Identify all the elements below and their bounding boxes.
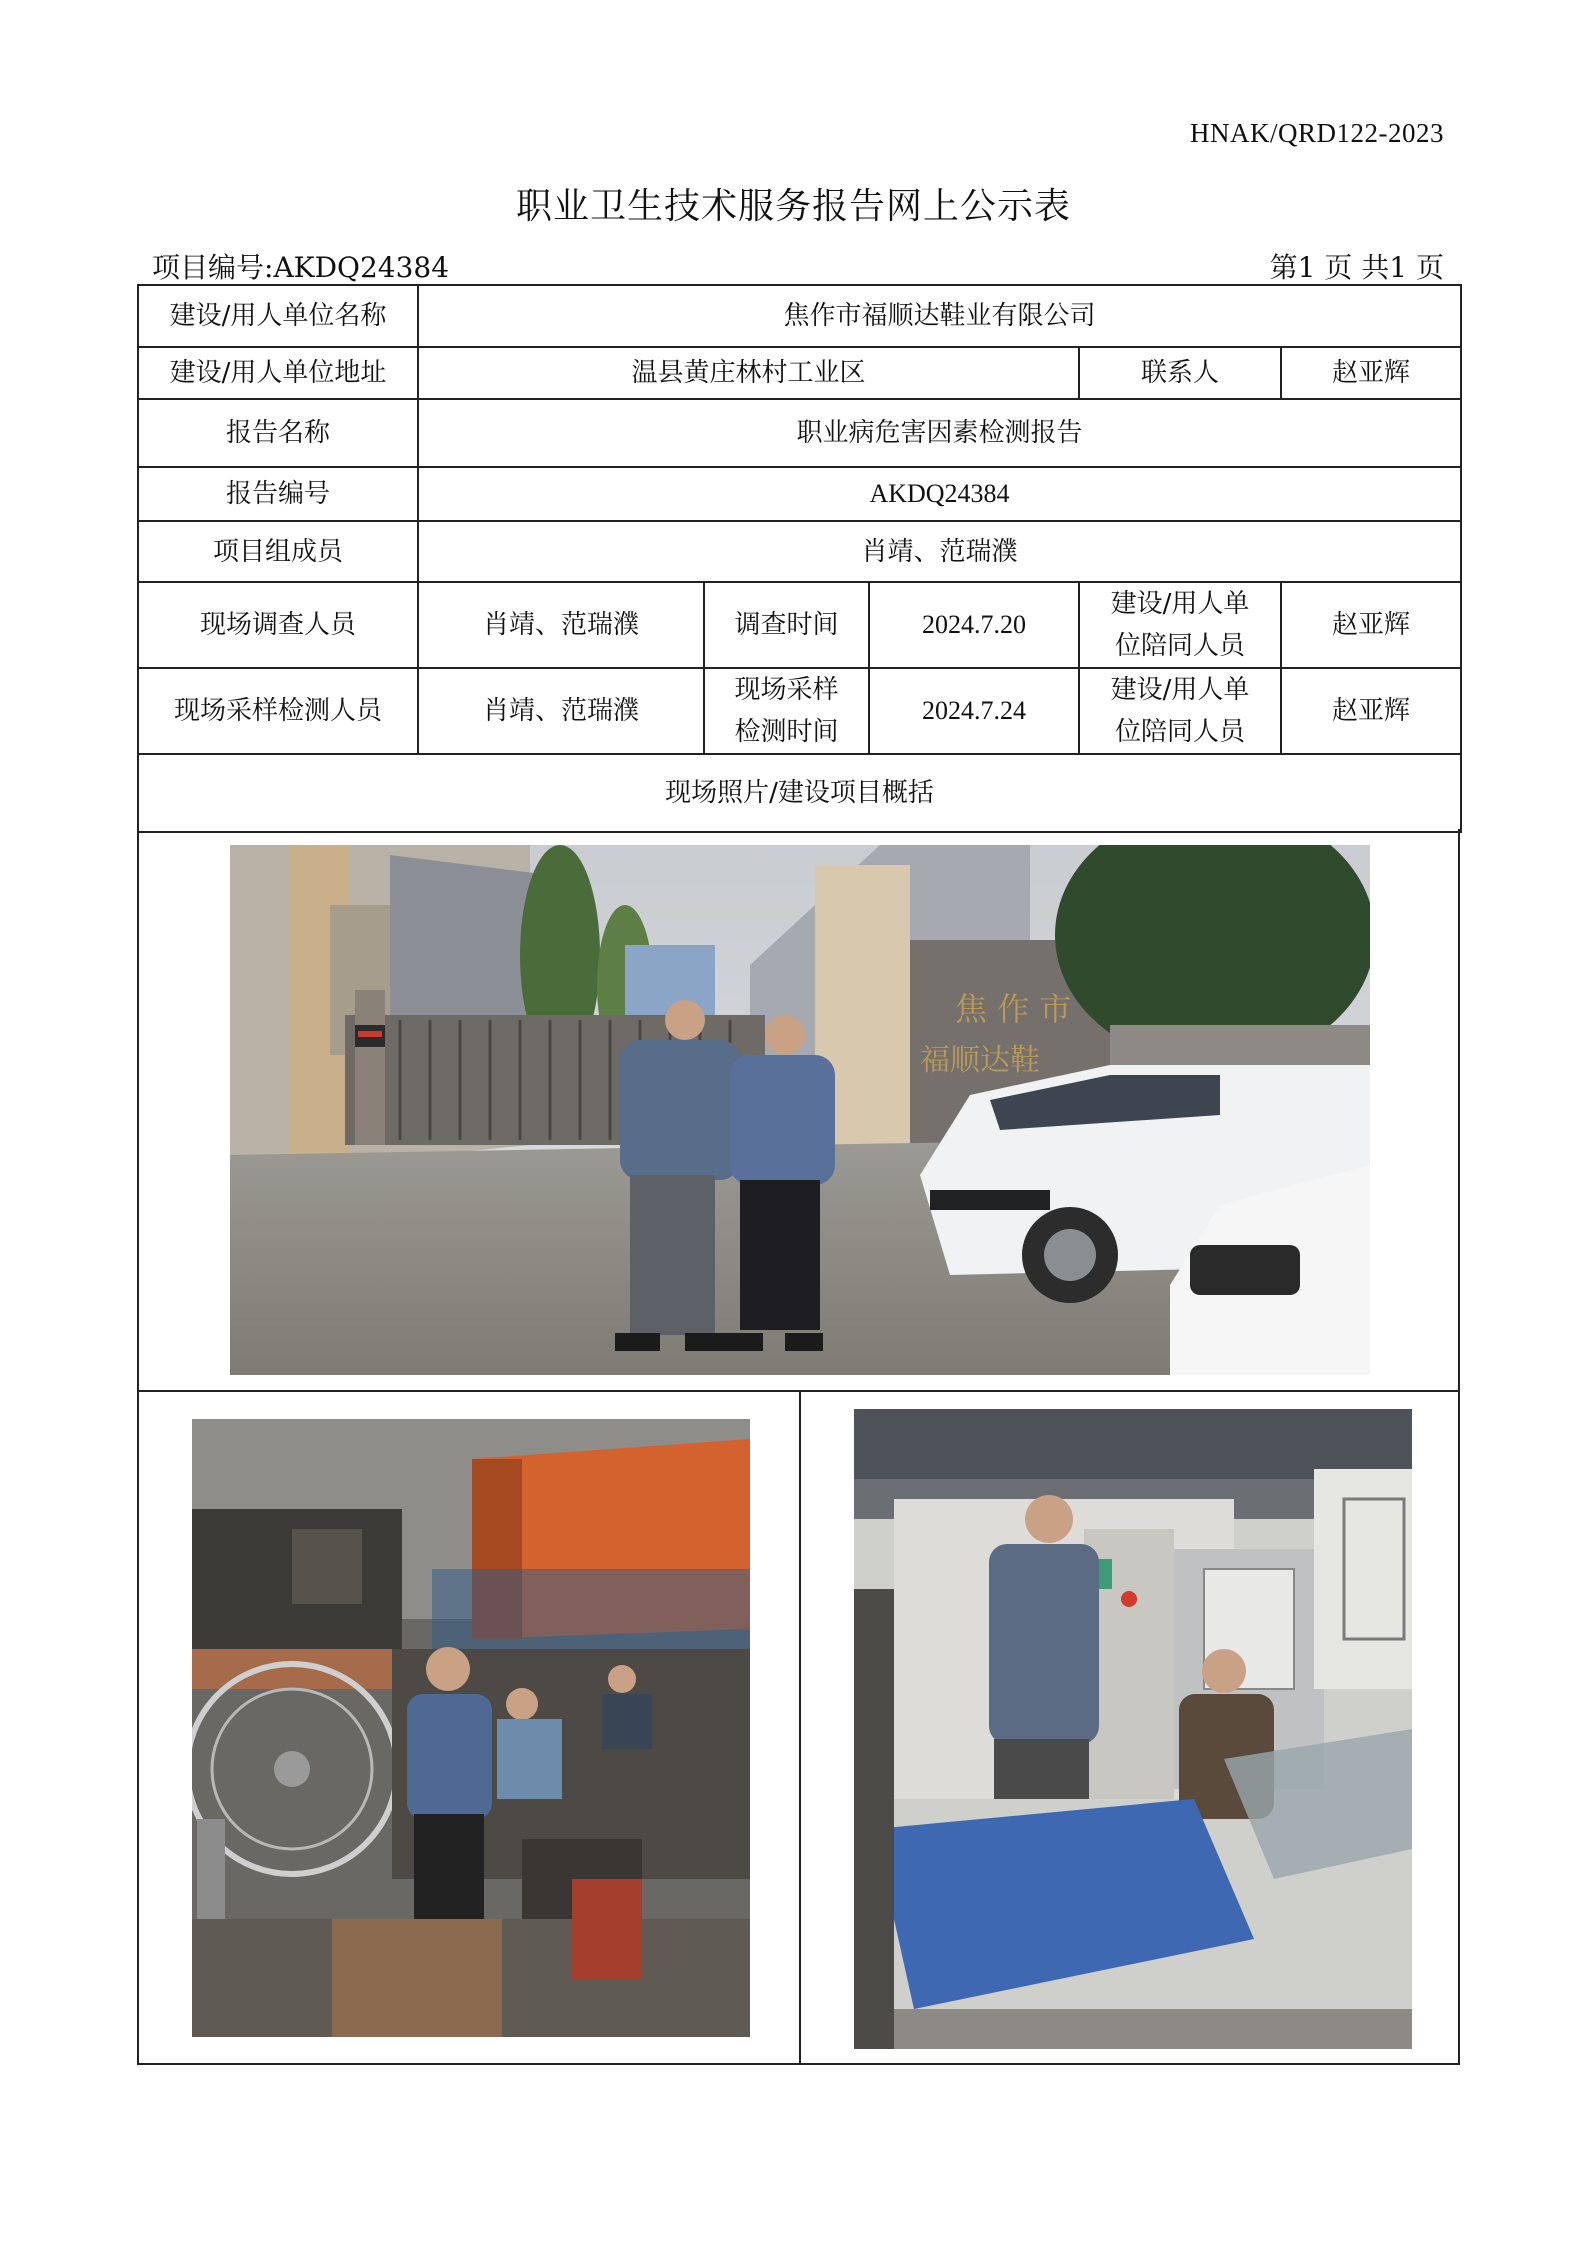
- row-unit-name: [138, 285, 1461, 347]
- sampling-time-label: [704, 668, 869, 754]
- sampling-staff-label: 现场采样检测人员: [138, 668, 418, 754]
- survey-escort-label-line1: 建设/用人单: [1110, 589, 1250, 619]
- project-number-value: AKDQ24384: [273, 251, 450, 284]
- sampling-staff-value: 肖靖、范瑞濮: [418, 668, 704, 754]
- sampling-escort-label-line2: 位陪同人员: [1114, 717, 1245, 747]
- document-code: HNAK/QRD122-2023: [1190, 118, 1444, 148]
- photos-header: 现场照片/建设项目概括: [138, 754, 1461, 832]
- survey-escort-value: 赵亚辉: [1281, 582, 1461, 668]
- report-number-value: AKDQ24384: [418, 467, 1461, 521]
- unit-address-label: 建设/用人单位地址: [138, 347, 418, 399]
- gate-sign-line1: 焦 作 市: [955, 990, 1072, 1028]
- gate-sign-line2: 福顺达鞋: [920, 1043, 1040, 1078]
- photo-col-divider: [799, 1390, 801, 2063]
- row-members: [138, 521, 1461, 582]
- machine-room-sampling-photo: [854, 1409, 1412, 2049]
- report-name-label: 报告名称: [138, 399, 418, 467]
- survey-time-label: 调查时间: [704, 582, 869, 668]
- machine-room-image: [854, 1409, 1412, 2049]
- survey-escort-label-line2: 位陪同人员: [1114, 631, 1245, 661]
- sampling-escort-label: [1079, 668, 1281, 754]
- info-table: [137, 284, 1462, 833]
- survey-time-value: 2024.7.20: [869, 582, 1079, 668]
- photos-area: [137, 829, 1460, 2065]
- factory-gate-photo: [230, 845, 1370, 1375]
- workshop-sampling-photo: [192, 1419, 750, 2037]
- sampling-time-label-line2: 检测时间: [734, 717, 839, 747]
- row-report-number: [138, 467, 1461, 521]
- row-report-name: [138, 399, 1461, 467]
- sampling-escort-value: 赵亚辉: [1281, 668, 1461, 754]
- row-sampling: [138, 668, 1461, 754]
- project-number: [152, 246, 449, 286]
- unit-address-value: 温县黄庄林村工业区: [418, 347, 1079, 399]
- factory-gate-image: [230, 845, 1370, 1375]
- report-name-value: 职业病危害因素检测报告: [418, 399, 1461, 467]
- document-title: 职业卫生技术服务报告网上公示表: [515, 186, 1071, 227]
- sampling-escort-label-line1: 建设/用人单: [1110, 675, 1250, 705]
- page-info: 第1 页 共1 页: [1269, 251, 1444, 284]
- person-right: [725, 1015, 835, 1351]
- members-label: 项目组成员: [138, 521, 418, 582]
- survey-staff-label: 现场调查人员: [138, 582, 418, 668]
- sampling-time-value: 2024.7.24: [869, 668, 1079, 754]
- row-unit-address: [138, 347, 1461, 399]
- contact-label: 联系人: [1079, 347, 1281, 399]
- row-survey: [138, 582, 1461, 668]
- project-number-label: 项目编号:: [152, 251, 274, 284]
- contact-value: 赵亚辉: [1281, 347, 1461, 399]
- members-value: 肖靖、范瑞濮: [418, 521, 1461, 582]
- survey-staff-value: 肖靖、范瑞濮: [418, 582, 704, 668]
- sampling-time-label-line1: 现场采样: [734, 675, 839, 705]
- unit-name-value: 焦作市福顺达鞋业有限公司: [418, 285, 1461, 347]
- workshop-image: [192, 1419, 750, 2037]
- survey-escort-label: [1079, 582, 1281, 668]
- unit-name-label: 建设/用人单位名称: [138, 285, 418, 347]
- row-photos-header: [138, 754, 1461, 832]
- report-number-label: 报告编号: [138, 467, 418, 521]
